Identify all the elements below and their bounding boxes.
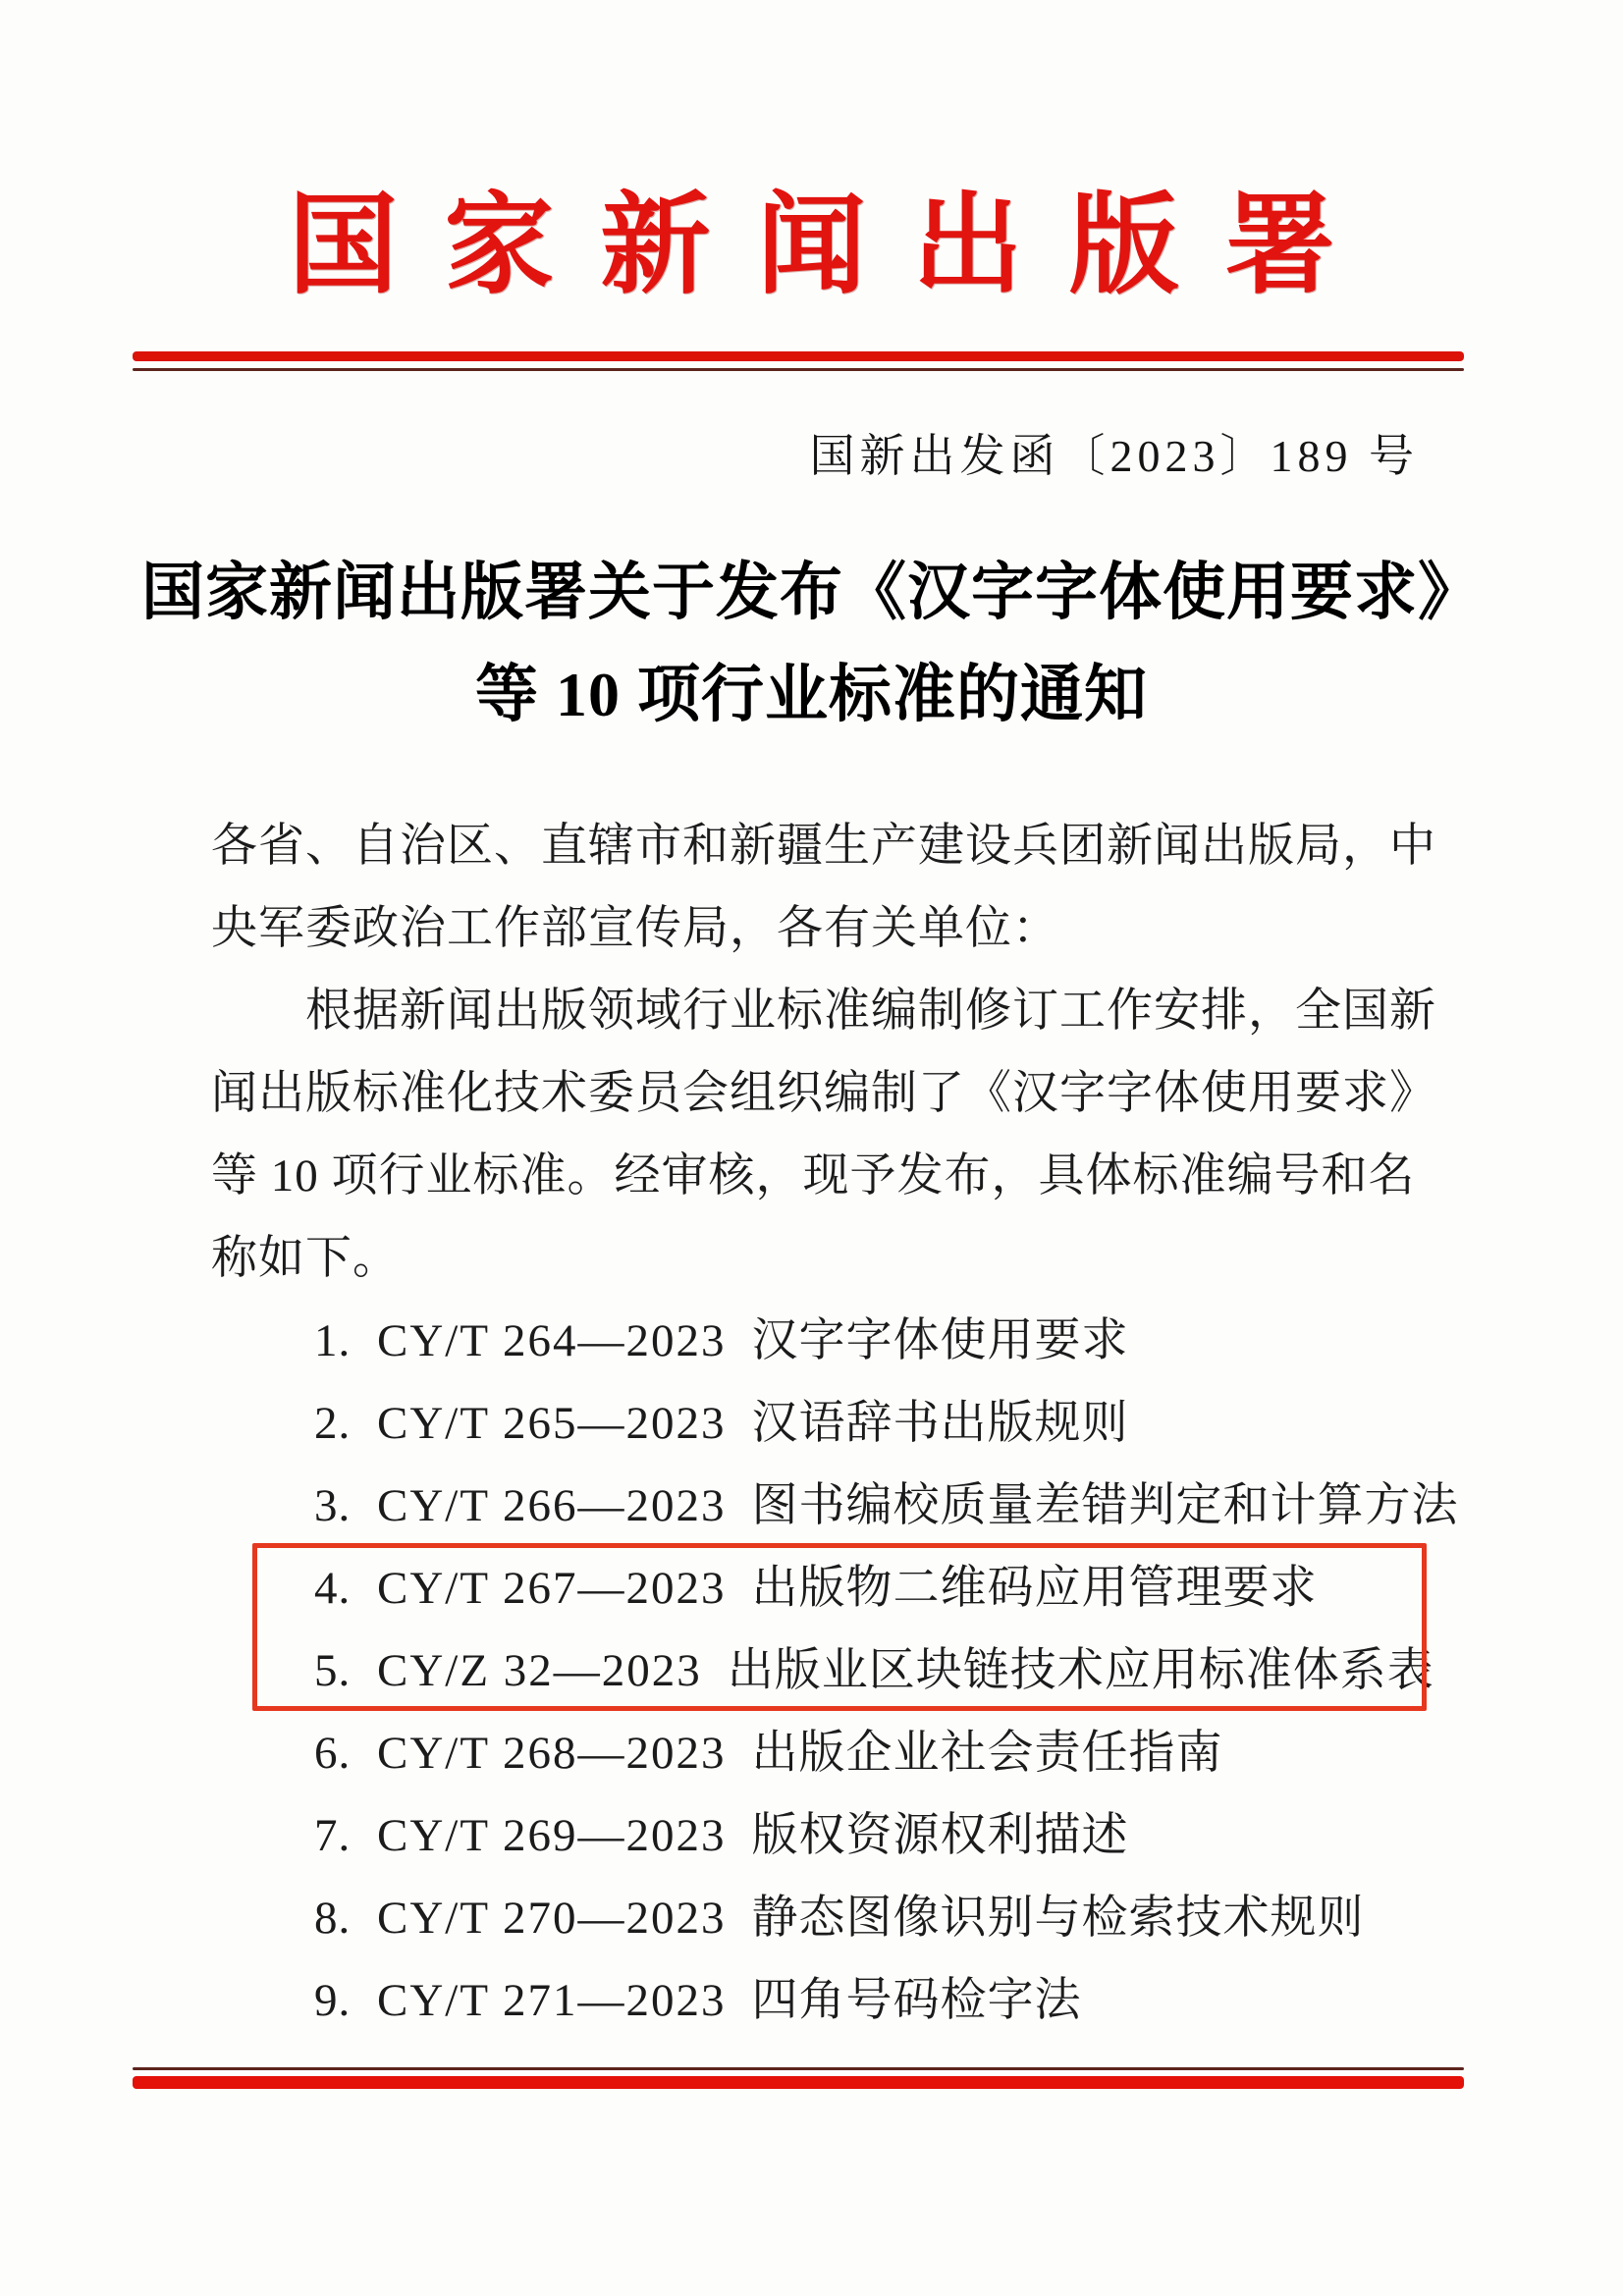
standard-item-number: 8. bbox=[314, 1893, 352, 1944]
standard-name: 静态图像识别与检索技术规则 bbox=[751, 1893, 1365, 1944]
footer-rule-thin bbox=[133, 2067, 1464, 2070]
body-line: 称如下。 bbox=[211, 1233, 400, 1284]
letterhead-title: 国家新闻出版署 bbox=[288, 186, 1381, 307]
footer-rule-thick bbox=[133, 2076, 1464, 2089]
standard-item bbox=[211, 1794, 1468, 1877]
notice-title bbox=[0, 542, 1623, 746]
standard-item-number: 1. bbox=[314, 1315, 352, 1366]
standard-code: CY/T 265—2023 bbox=[377, 1398, 727, 1449]
standard-name: 汉语辞书出版规则 bbox=[751, 1398, 1129, 1449]
header-rule-thin bbox=[133, 368, 1464, 371]
standard-code: CY/T 270—2023 bbox=[377, 1893, 727, 1944]
standard-code: CY/T 266—2023 bbox=[377, 1480, 727, 1531]
standard-code: CY/T 268—2023 bbox=[377, 1728, 727, 1779]
standard-name: 出版业区块链技术应用标准体系表 bbox=[727, 1645, 1434, 1696]
standard-name: 图书编校质量差错判定和计算方法 bbox=[751, 1480, 1459, 1531]
standard-item-number: 3. bbox=[314, 1480, 352, 1531]
standard-item-number: 7. bbox=[314, 1810, 352, 1861]
notice-title-line2: 等 10 项行业标准的通知 bbox=[475, 660, 1148, 729]
standard-code: CY/T 271—2023 bbox=[377, 1975, 727, 2026]
red-annotation-box bbox=[252, 1543, 1427, 1711]
standard-code: CY/Z 32—2023 bbox=[377, 1645, 702, 1696]
standard-item-number: 6. bbox=[314, 1728, 352, 1779]
body-line: 各省、自治区、直辖市和新疆生产建设兵团新闻出版局，中 bbox=[211, 821, 1436, 872]
standard-name: 四角号码检字法 bbox=[751, 1975, 1082, 2026]
notice-title-line1: 国家新闻出版署关于发布《汉字字体使用要求》 bbox=[141, 558, 1482, 627]
standard-item bbox=[211, 1465, 1468, 1547]
standard-item-number: 9. bbox=[314, 1975, 352, 2026]
standard-item-number: 4. bbox=[314, 1563, 352, 1614]
standard-item bbox=[211, 1712, 1468, 1794]
standard-item bbox=[211, 1300, 1468, 1382]
standard-code: CY/T 267—2023 bbox=[377, 1563, 727, 1614]
standard-name: 版权资源权利描述 bbox=[751, 1810, 1129, 1861]
standard-item bbox=[211, 1877, 1468, 1959]
document-body bbox=[211, 805, 1468, 2042]
body-line: 央军委政治工作部宣传局，各有关单位： bbox=[211, 903, 1059, 954]
body-line: 根据新闻出版领域行业标准编制修订工作安排，全国新 bbox=[305, 986, 1436, 1037]
standard-item-number: 2. bbox=[314, 1398, 352, 1449]
header-rule-thick bbox=[133, 351, 1464, 361]
standard-item-number: 5. bbox=[314, 1645, 352, 1696]
document-number: 国新出发函〔2023〕189 号 bbox=[809, 431, 1419, 481]
standard-name: 出版企业社会责任指南 bbox=[751, 1728, 1223, 1779]
standard-name: 汉字字体使用要求 bbox=[751, 1315, 1129, 1366]
standard-code: CY/T 264—2023 bbox=[377, 1315, 727, 1366]
standard-name: 出版物二维码应用管理要求 bbox=[751, 1563, 1318, 1614]
standard-item bbox=[211, 1382, 1468, 1465]
standard-item bbox=[211, 1959, 1468, 2042]
standard-code: CY/T 269—2023 bbox=[377, 1810, 727, 1861]
body-line: 等 10 项行业标准。经审核，现予发布，具体标准编号和名 bbox=[211, 1150, 1416, 1201]
body-line: 闻出版标准化技术委员会组织编制了《汉字字体使用要求》 bbox=[211, 1068, 1436, 1119]
